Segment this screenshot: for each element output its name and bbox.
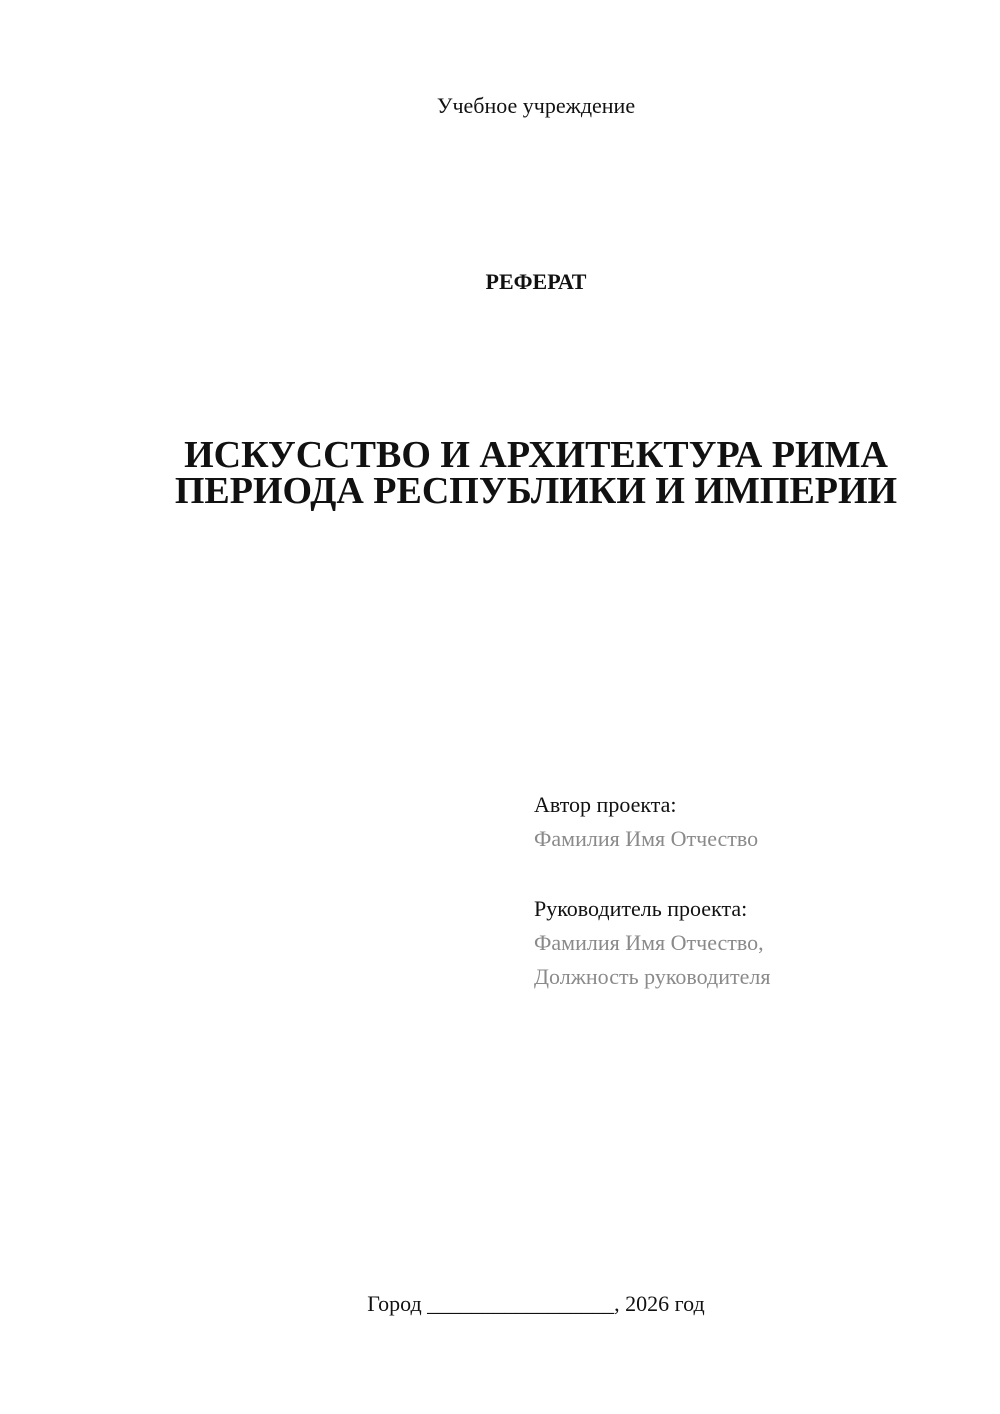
city-year-line: Город _________________, 2026 год: [367, 1291, 705, 1316]
supervisor-position: Должность руководителя: [534, 964, 771, 989]
author-name: Фамилия Имя Отчество: [534, 826, 759, 851]
author-label: Автор проекта:: [534, 792, 677, 817]
supervisor-name: Фамилия Имя Отчество,: [534, 930, 764, 955]
document-type-label: РЕФЕРАТ: [485, 269, 587, 294]
document-title-line-2: ПЕРИОДА РЕСПУБЛИКИ И ИМПЕРИИ: [174, 470, 898, 512]
supervisor-label: Руководитель проекта:: [534, 896, 748, 921]
credits-block: [534, 788, 770, 994]
institution-name: Учебное учреждение: [436, 93, 636, 118]
document-title: [0, 434, 1000, 512]
document-title-line-1: ИСКУССТВО И АРХИТЕКТУРА РИМА: [184, 434, 888, 476]
credits-spacer: [534, 856, 770, 892]
